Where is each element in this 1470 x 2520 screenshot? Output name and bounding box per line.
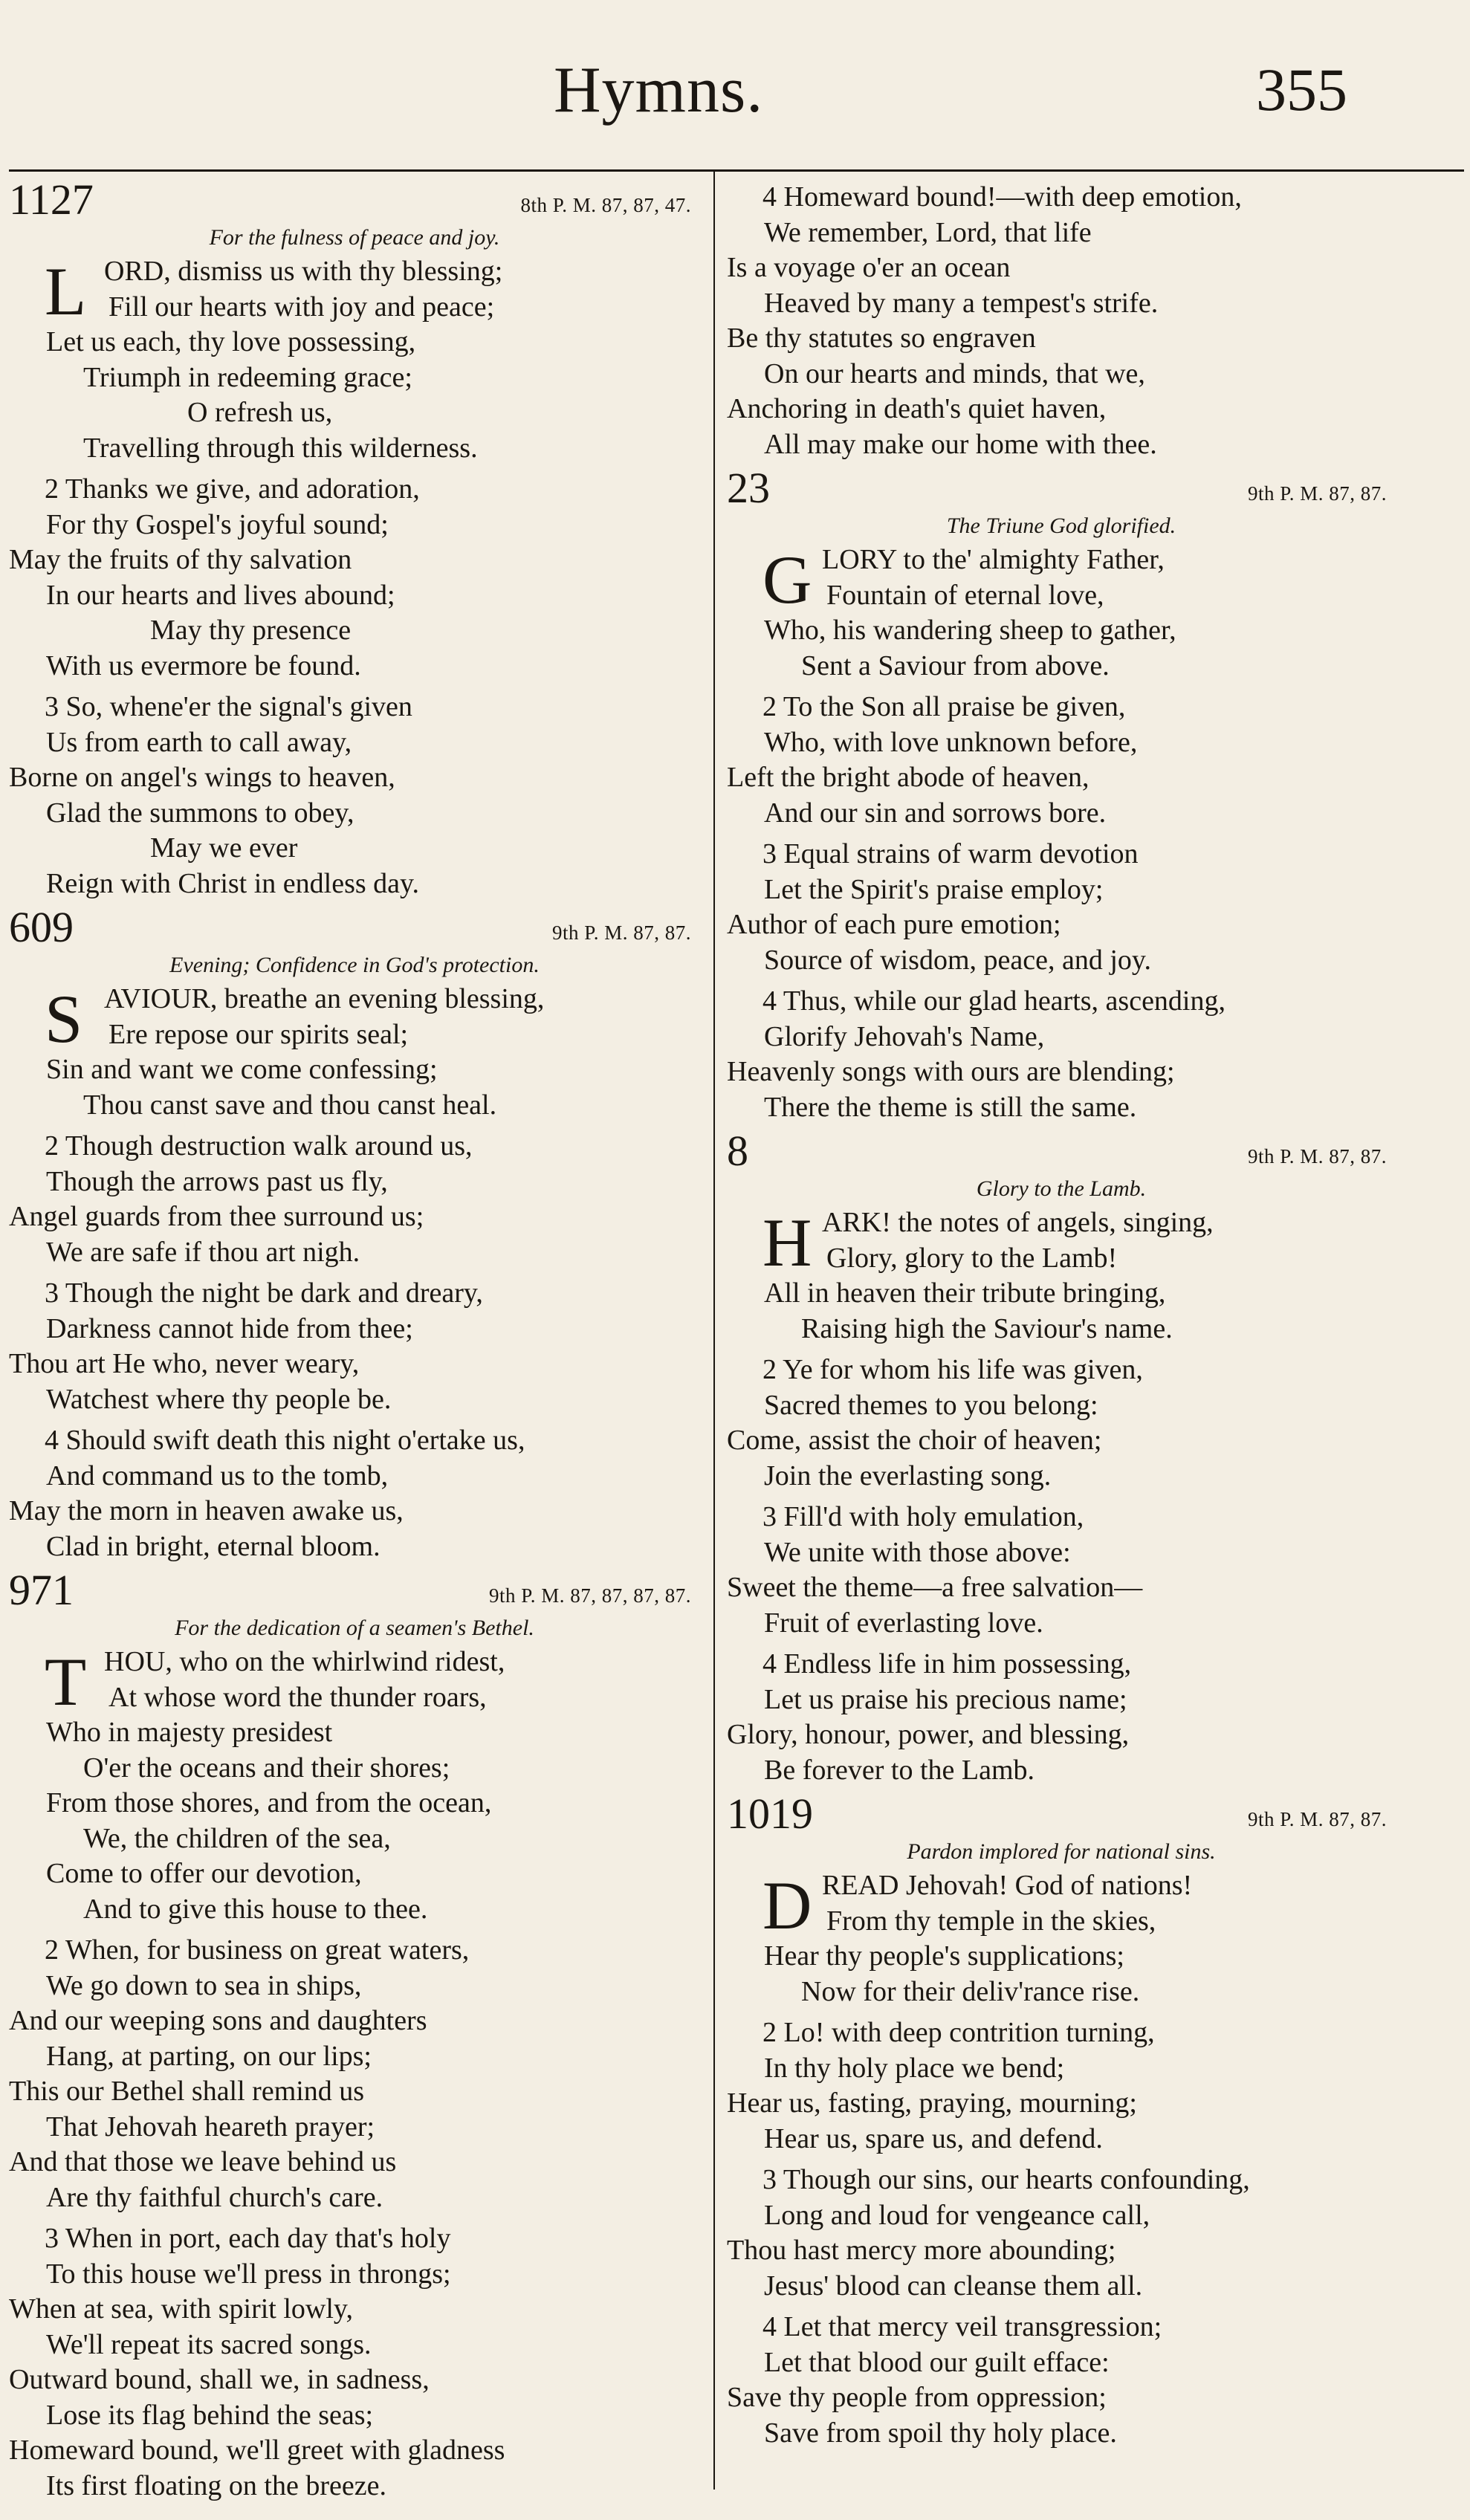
verse-line: That Jehovah heareth prayer; [46, 2111, 375, 2142]
verse-line: 3 Though the night be dark and dreary, [45, 1277, 483, 1309]
stanza [9, 1933, 700, 2215]
stanza [727, 984, 1396, 1125]
verse-line: Glory, honour, power, and blessing, [727, 1719, 1130, 1750]
hymn-heading [9, 1566, 700, 1614]
verse-line: Triumph in redeeming grace; [83, 361, 412, 393]
verse-line: Jesus' blood can cleanse them all. [764, 2270, 1143, 2302]
hymn-number: 1019 [727, 1789, 813, 1838]
verse-line: ARK! the notes of angels, singing, [822, 1207, 1214, 1238]
hymn [9, 175, 700, 901]
verse-line: Sweet the theme—a free salvation— [727, 1572, 1143, 1603]
verse-line: And our sin and sorrows bore. [764, 797, 1107, 829]
verse-line: Glorify Jehovah's Name, [764, 1020, 1045, 1052]
hymn-subject: Glory to the Lamb. [976, 1176, 1147, 1201]
verse-line: Darkness cannot hide from thee; [46, 1312, 413, 1344]
hymn [727, 1789, 1396, 2451]
verse-line: Is a voyage o'er an ocean [727, 252, 1011, 283]
verse-line: 2 To the Son all praise be given, [762, 691, 1126, 722]
stanza [9, 1129, 700, 1270]
verse-line: Hear us, spare us, and defend. [764, 2122, 1103, 2154]
verse-line: Save thy people from oppression; [727, 2382, 1107, 2413]
verse-line: Watchest where thy people be. [46, 1383, 392, 1415]
verse-line: Left the bright abode of heaven, [727, 762, 1089, 793]
hymn-subject: For the fulness of peace and joy. [209, 225, 500, 250]
verse-line: 4 Should swift death this night o'ertake us, [45, 1425, 525, 1456]
hymn [727, 1127, 1396, 1788]
stanza [727, 1353, 1396, 1494]
verse-line: Hear thy people's supplications; [764, 1940, 1124, 1972]
verse-line: 3 Equal strains of warm devotion [762, 838, 1139, 869]
stanza [727, 542, 1396, 684]
verse-line: At whose word the thunder roars, [109, 1681, 487, 1713]
verse-line: Glory, glory to the Lamb! [826, 1242, 1118, 1274]
hymn-meter: 9th P. M. 87, 87. [1247, 1145, 1387, 1167]
verse-line: Hear us, fasting, praying, mourning; [727, 2087, 1137, 2119]
verse-line: On our hearts and minds, that we, [764, 357, 1145, 389]
drop-capital: T [45, 1644, 87, 1720]
drop-capital: H [762, 1205, 812, 1280]
hymn-heading [727, 1789, 1396, 1838]
stanza [9, 1423, 700, 1564]
verse-line: Who, with love unknown before, [764, 726, 1138, 758]
stanza [9, 1276, 700, 1417]
verse-line: READ Jehovah! God of nations! [822, 1870, 1193, 1901]
verse-line: Raising high the Saviour's name. [801, 1312, 1173, 1344]
stanza [9, 472, 700, 684]
stanza [727, 690, 1396, 831]
verse-line: 3 So, whene'er the signal's given [45, 691, 412, 722]
verse-line: 3 Fill'd with holy emulation, [762, 1501, 1084, 1532]
verse-line: O refresh us, [187, 397, 333, 428]
verse-line: Heavenly songs with ours are blending; [727, 1056, 1175, 1087]
stanza [9, 2221, 700, 2504]
verse-line: Thou canst save and thou canst heal. [83, 1089, 497, 1121]
verse-line: 2 Ye for whom his life was given, [762, 1354, 1143, 1385]
verse-line: 4 Thus, while our glad hearts, ascending, [762, 985, 1225, 1017]
hymn [727, 464, 1396, 1125]
verse-line: From thy temple in the skies, [826, 1905, 1156, 1937]
verse-line: Travelling through this wilderness. [83, 432, 478, 464]
verse-line: Who, his wandering sheep to gather, [764, 615, 1176, 646]
verse-line: Author of each pure emotion; [727, 909, 1061, 940]
hymn [9, 1566, 700, 2504]
drop-capital: D [762, 1868, 812, 1943]
verse-line: Its first floating on the breeze. [46, 2469, 386, 2501]
verse-line: All in heaven their tribute bringing, [764, 1277, 1166, 1309]
verse-line: Now for their deliv'rance rise. [801, 1975, 1140, 2007]
verse-line: Outward bound, shall we, in sadness, [9, 2364, 430, 2395]
verse-line: From those shores, and from the ocean, [46, 1787, 492, 1818]
verse-line: Let us each, thy love possessing, [46, 326, 416, 357]
verse-line: Source of wisdom, peace, and joy. [764, 944, 1151, 976]
verse-line: There the theme is still the same. [764, 1091, 1137, 1123]
hymn [9, 903, 700, 1564]
verse-line: Anchoring in death's quiet haven, [727, 393, 1107, 424]
verse-line: Lose its flag behind the seas; [46, 2399, 374, 2431]
verse-line: Fruit of everlasting love. [764, 1607, 1043, 1639]
verse-line: May thy presence [150, 615, 352, 646]
verse-line: 3 When in port, each day that's holy [45, 2223, 451, 2254]
verse-line: We unite with those above: [764, 1536, 1071, 1568]
verse-line: Be thy statutes so engraven [727, 323, 1036, 354]
verse-line: Thou hast mercy more abounding; [727, 2235, 1116, 2266]
verse-line: 4 Endless life in him possessing, [762, 1648, 1132, 1680]
verse-line: When at sea, with spirit lowly, [9, 2293, 353, 2325]
verse-line: For thy Gospel's joyful sound; [46, 508, 389, 540]
hymn-meter: 8th P. M. 87, 87, 47. [520, 194, 691, 216]
verse-line: May we ever [150, 832, 298, 864]
verse-line: Let that blood our guilt efface: [764, 2346, 1110, 2378]
verse-line: 2 Thanks we give, and adoration, [45, 473, 420, 505]
verse-line: We remember, Lord, that life [764, 216, 1092, 248]
verse-line: Hang, at parting, on our lips; [46, 2040, 372, 2072]
verse-line: All may make our home with thee. [764, 428, 1157, 460]
verse-line: Glad the summons to obey, [46, 797, 354, 829]
hymn-number: 971 [9, 1566, 74, 1614]
drop-capital: L [45, 253, 87, 329]
verse-line: May the morn in heaven awake us, [9, 1495, 404, 1526]
hymn-subject: For the dedication of a seamen's Bethel. [175, 1616, 534, 1640]
verse-line: We'll repeat its sacred songs. [46, 2328, 372, 2360]
verse-line: ORD, dismiss us with thy blessing; [104, 256, 503, 287]
verse-line: Long and loud for vengeance call, [764, 2199, 1150, 2231]
hymn-subject: Pardon implored for national sins. [907, 1839, 1216, 1864]
drop-capital: S [45, 981, 83, 1057]
stanza [727, 2163, 1396, 2304]
hymn-number: 609 [9, 903, 74, 951]
hymn-meter: 9th P. M. 87, 87. [1247, 482, 1387, 505]
stanza [9, 1645, 700, 1927]
verse-line: We go down to sea in ships, [46, 1969, 362, 2001]
verse-line: Let us praise his precious name; [764, 1683, 1127, 1715]
verse-line: 4 Homeward bound!—with deep emotion, [762, 181, 1242, 213]
verse-line: Fill our hearts with joy and peace; [109, 291, 495, 323]
verse-line: In our hearts and lives abound; [46, 579, 395, 611]
verse-line: And our weeping sons and daughters [9, 2005, 427, 2036]
verse-line: And to give this house to thee. [83, 1893, 428, 1925]
stanza [9, 690, 700, 901]
stanza [727, 1868, 1396, 2009]
verse-line: Though the arrows past us fly, [46, 1165, 388, 1197]
drop-capital: G [762, 542, 812, 618]
stanza [727, 2310, 1396, 2451]
column-divider [713, 171, 715, 2490]
verse-line: With us evermore be found. [46, 650, 361, 681]
verse-line: Clad in bright, eternal bloom. [46, 1530, 381, 1562]
verse-line: Sent a Saviour from above. [801, 650, 1110, 681]
verse-line: Join the everlasting song. [764, 1460, 1052, 1491]
verse-line: We are safe if thou art nigh. [46, 1236, 360, 1268]
verse-line: Us from earth to call away, [46, 726, 352, 758]
right-column [727, 180, 1396, 2457]
verse-line: Be forever to the Lamb. [764, 1754, 1035, 1786]
hymn-subject: Evening; Confidence in God's protection. [169, 953, 540, 977]
verse-line: 4 Let that mercy veil transgression; [762, 2311, 1162, 2342]
stanza [727, 2015, 1396, 2157]
verse-line: AVIOUR, breathe an evening blessing, [104, 983, 545, 1014]
stanza [727, 1647, 1396, 1788]
hymn-heading [727, 464, 1396, 512]
verse-line: Sin and want we come confessing; [46, 1054, 438, 1085]
verse-line: Who in majesty presidest [46, 1717, 333, 1748]
stanza [727, 1500, 1396, 1641]
verse-line: 2 When, for business on great waters, [45, 1934, 470, 1966]
hymn-meter: 9th P. M. 87, 87, 87, 87. [488, 1584, 691, 1607]
stanza [727, 180, 1396, 462]
hymn-meter: 9th P. M. 87, 87. [551, 921, 691, 944]
page-number: 355 [1256, 56, 1347, 123]
verse-line: Ere repose our spirits seal; [109, 1018, 409, 1050]
verse-line: To this house we'll press in throngs; [46, 2258, 451, 2290]
verse-line: 2 Though destruction walk around us, [45, 1130, 473, 1162]
hymn-number: 1127 [9, 175, 94, 224]
verse-line: In thy holy place we bend; [764, 2052, 1065, 2084]
hymn-heading [727, 1127, 1396, 1175]
stanza [727, 837, 1396, 978]
verse-line: Let the Spirit's praise employ; [764, 873, 1104, 905]
stanza [9, 982, 700, 1123]
stanza [727, 1205, 1396, 1347]
page-header [0, 0, 1470, 171]
verse-line: 2 Lo! with deep contrition turning, [762, 2017, 1155, 2048]
verse-line: O'er the oceans and their shores; [83, 1752, 450, 1784]
header-rule [9, 169, 1464, 172]
verse-line: Come to offer our devotion, [46, 1858, 362, 1889]
hymn-heading [9, 903, 700, 951]
hymn-number: 23 [727, 464, 770, 512]
verse-line: Fountain of eternal love, [826, 579, 1104, 611]
hymn-meter: 9th P. M. 87, 87. [1247, 1808, 1387, 1830]
verse-line: This our Bethel shall remind us [9, 2076, 365, 2107]
verse-line: Heaved by many a tempest's strife. [764, 287, 1159, 319]
verse-line: Are thy faithful church's care. [46, 2181, 383, 2213]
verse-line: Save from spoil thy holy place. [764, 2417, 1117, 2449]
left-column [9, 175, 700, 2510]
verse-line: Angel guards from thee surround us; [9, 1201, 424, 1232]
verse-line: Homeward bound, we'll greet with gladness [9, 2435, 505, 2466]
verse-line: Sacred themes to you belong: [764, 1389, 1098, 1421]
verse-line: Thou art He who, never weary, [9, 1348, 360, 1379]
verse-line: We, the children of the sea, [83, 1822, 391, 1854]
verse-line: May the fruits of thy salvation [9, 544, 352, 575]
page-title: Hymns. [554, 54, 764, 126]
verse-line: Come, assist the choir of heaven; [727, 1425, 1102, 1456]
verse-line: HOU, who on the whirlwind ridest, [104, 1646, 505, 1677]
verse-line: Reign with Christ in endless day. [46, 867, 420, 899]
hymn-number: 8 [727, 1127, 748, 1175]
hymn-subject: The Triune God glorified. [946, 514, 1176, 538]
hymn-heading [9, 175, 700, 224]
stanza [9, 254, 700, 466]
hymn [727, 180, 1396, 462]
verse-line: And command us to the tomb, [46, 1460, 389, 1491]
verse-line: 3 Though our sins, our hearts confounding, [762, 2164, 1250, 2195]
verse-line: And that those we leave behind us [9, 2146, 397, 2177]
verse-line: Borne on angel's wings to heaven, [9, 762, 395, 793]
verse-line: LORY to the' almighty Father, [822, 544, 1165, 575]
